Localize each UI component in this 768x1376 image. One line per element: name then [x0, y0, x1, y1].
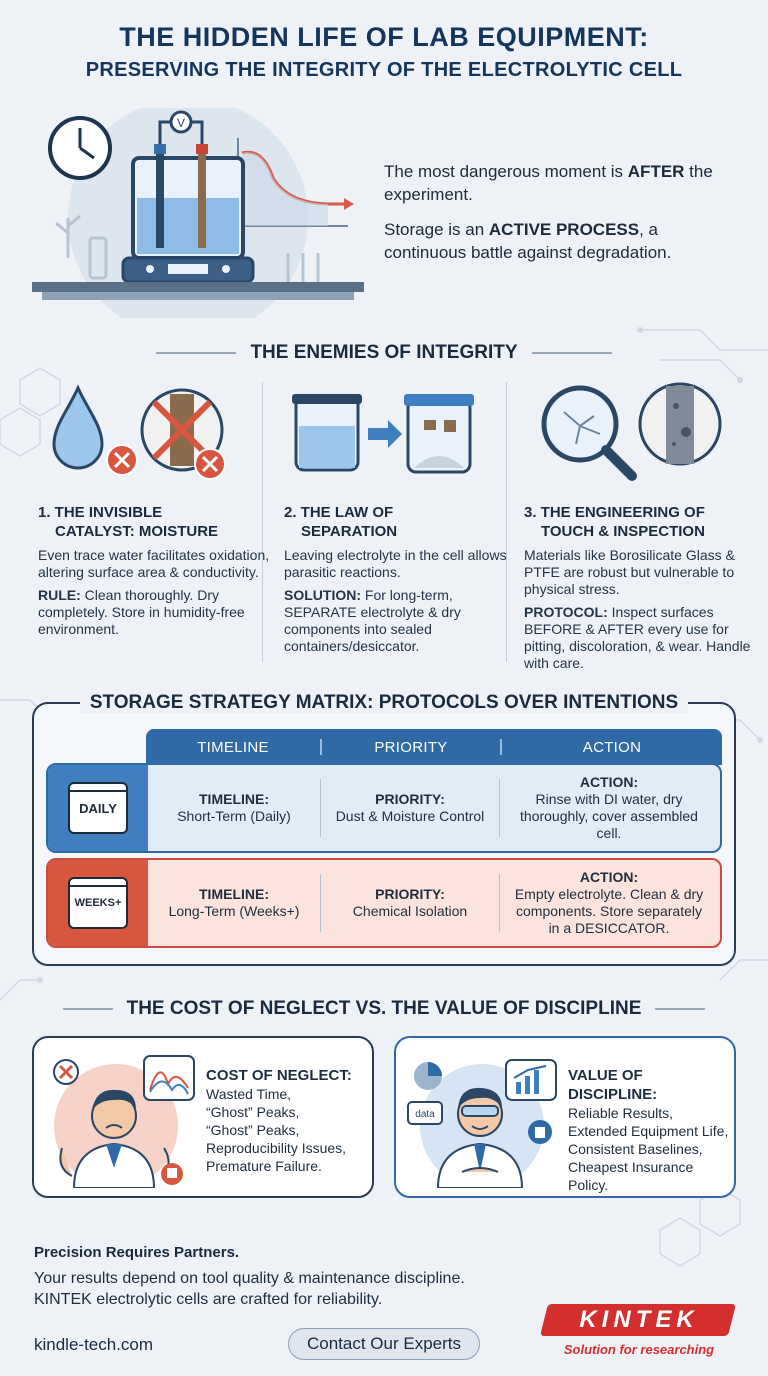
cost-of-neglect-text [206, 1066, 352, 1175]
enemy-2-heading: 2. THE LAW OF SEPARATION [284, 504, 398, 540]
row-label: DAILY [79, 800, 117, 816]
enemy-2-rule: SOLUTION: For long-term, SEPARATE electrolyte & dry components into sealed containers/desiccator. [284, 587, 461, 654]
calendar-icon [68, 782, 128, 834]
matrix-col-header: ACTION [582, 738, 642, 756]
enemy-2-body: Leaving electrolyte in the cell allows parasitic reactions. [284, 547, 507, 580]
hero-paragraph-1: The most dangerous moment is AFTER the experiment. [384, 162, 713, 204]
contact-experts-button[interactable]: Contact Our Experts [288, 1328, 480, 1360]
separation-icon [284, 382, 484, 490]
enemy-1-rule: RULE: Clean thoroughly. Dry completely. Store in humidity-free environment. [38, 587, 245, 637]
enemy-3-rule: PROTOCOL: Inspect surfaces BEFORE & AFTER every use for pitting, discoloration, & wear. Handle with care. [524, 604, 751, 671]
enemy-1-heading: 1. THE INVISIBLE CATALYST: MOISTURE [38, 504, 219, 540]
neglect-item: Reproducibility Issues, [206, 1140, 347, 1156]
matrix-cell-action: ACTION: Rinse with DI water, dry thoroughly, cover assembled cell. [520, 774, 698, 841]
matrix-cell-timeline: TIMELINE: Long-Term (Weeks+) [168, 886, 300, 919]
neglect-item: Premature Failure. [206, 1158, 322, 1174]
enemies-section-title: THE ENEMIES OF INTEGRITY [0, 342, 768, 364]
matrix-row-daily [46, 763, 722, 853]
clock-icon [50, 118, 110, 178]
row-label: WEEKS+ [74, 897, 122, 909]
enemy-card-inspection [524, 382, 762, 672]
matrix-col-header: TIMELINE [197, 738, 269, 756]
calendar-icon [68, 877, 128, 929]
matrix-col-header: PRIORITY [374, 738, 448, 756]
footer-description: Your results depend on tool quality & maintenance discipline. KINTEK electrolytic cells are crafted for reliability. [34, 1270, 465, 1308]
voltmeter-label: V [176, 116, 186, 130]
enemy-card-moisture [38, 382, 276, 638]
discipline-item: Consistent Baselines, [568, 1141, 703, 1157]
neglect-heading: COST OF NEGLECT: [206, 1067, 352, 1084]
discipline-item: Extended Equipment Life, [568, 1123, 729, 1139]
discipline-item: Reliable Results, [568, 1105, 674, 1121]
value-of-discipline-card [394, 1036, 736, 1198]
stressed-scientist-illustration [44, 1048, 202, 1188]
matrix-cell-priority: PRIORITY: Dust & Moisture Control [335, 791, 485, 824]
kintek-logo: KINTEK Solution for researching [540, 1304, 738, 1364]
matrix-cell-action: ACTION: Empty electrolyte. Clean & dry components. Store separately in a DESICCATOR. [514, 869, 704, 936]
page-title: THE HIDDEN LIFE OF LAB EQUIPMENT: [119, 22, 649, 52]
page-header [0, 22, 768, 82]
enemy-1-body: Even trace water facilitates oxidation, altering surface area & conductivity. [38, 547, 270, 580]
enemy-3-heading: 3. THE ENGINEERING OF TOUCH & INSPECTION [524, 504, 705, 540]
neglect-item: “Ghost” Peaks, [206, 1122, 300, 1138]
footer-title: Precision Requires Partners. [34, 1244, 240, 1261]
matrix-title: STORAGE STRATEGY MATRIX: PROTOCOLS OVER INTENTIONS [0, 692, 768, 714]
website-link[interactable]: kindle-tech.com [34, 1335, 154, 1354]
cost-of-neglect-card [32, 1036, 374, 1198]
neglect-item: “Ghost” Peaks, [206, 1104, 300, 1120]
discipline-item: Cheapest Insurance [568, 1159, 694, 1175]
electrolytic-cell-illustration [28, 108, 368, 318]
magnifier-icon [524, 382, 744, 490]
value-of-discipline-text [568, 1066, 734, 1194]
data-document-label: data [415, 1109, 435, 1120]
discipline-heading: VALUE OF DISCIPLINE: [568, 1067, 658, 1103]
matrix-cell-timeline: TIMELINE: Short-Term (Daily) [177, 791, 291, 824]
logo-tagline: Solution for researching [563, 1342, 715, 1357]
cost-section-title: THE COST OF NEGLECT VS. THE VALUE OF DISCIPLINE [0, 998, 768, 1020]
page-subtitle: PRESERVING THE INTEGRITY OF THE ELECTROLYTIC CELL [85, 59, 683, 81]
discipline-item: Policy. [568, 1177, 609, 1193]
matrix-cell-priority: PRIORITY: Chemical Isolation [352, 886, 468, 919]
neglect-item: Wasted Time, [206, 1086, 292, 1102]
confident-scientist-illustration [406, 1048, 564, 1188]
matrix-header-row [146, 729, 722, 765]
enemy-3-body: Materials like Borosilicate Glass & PTFE are robust but vulnerable to physical stress. [524, 547, 735, 597]
moisture-icon [38, 382, 238, 490]
hero-paragraph-2: Storage is an ACTIVE PROCESS, a continuous battle against degradation. [384, 220, 672, 262]
enemy-card-separation [284, 382, 522, 655]
matrix-row-weeks [46, 858, 722, 948]
hero-intro [384, 160, 744, 276]
